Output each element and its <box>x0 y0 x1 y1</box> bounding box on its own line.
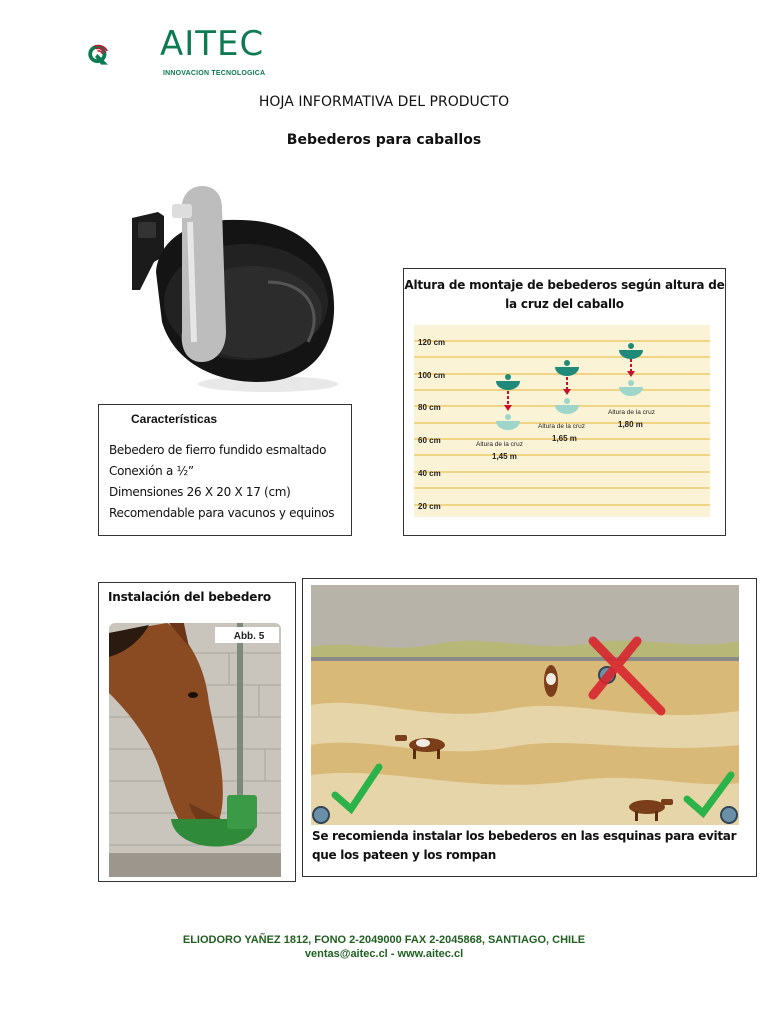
installation-box <box>98 582 296 882</box>
horse-drinking-photo <box>109 623 281 877</box>
corner-tip-box <box>302 578 757 877</box>
cross-height-label: Altura de la cruz <box>608 409 655 416</box>
drinking-bowl-photo <box>118 182 350 398</box>
photo-tag-label: Abb. 5 <box>233 631 265 642</box>
cross-height-value: 1,80 m <box>618 420 643 429</box>
level-label: 60 cm <box>418 436 441 445</box>
feature-item: Recomendable para vacunos y equinos <box>109 506 335 520</box>
installation-heading: Instalación del bebedero <box>108 590 271 604</box>
cross-height-label: Altura de la cruz <box>476 441 523 448</box>
feature-item: Conexión a ½” <box>109 464 194 478</box>
level-label: 100 cm <box>418 371 446 380</box>
mounting-height-diagram <box>414 325 710 517</box>
level-label: 120 cm <box>418 338 446 347</box>
feature-item: Bebedero de fierro fundido esmaltado <box>109 443 327 457</box>
document-title: HOJA INFORMATIVA DEL PRODUCTO <box>258 94 510 110</box>
cross-height-value: 1,65 m <box>552 434 577 443</box>
brand-name: AITEC <box>160 24 265 64</box>
footer-address: ELIODORO YAÑEZ 1812, FONO 2-2049000 FAX 2-2045868, SANTIAGO, CHILE <box>182 934 586 946</box>
mounting-height-title: Altura de montaje de bebederos según altura de la cruz del caballo <box>404 278 725 311</box>
feature-item: Dimensiones 26 X 20 X 17 (cm) <box>109 485 291 499</box>
features-heading: Características <box>131 412 218 426</box>
horse-icon <box>544 665 558 697</box>
cross-height-label: Altura de la cruz <box>538 423 585 430</box>
paddock-illustration <box>311 585 739 825</box>
level-label: 80 cm <box>418 403 441 412</box>
brand-tagline: INNOVACION TECNOLOGICA <box>163 70 266 77</box>
level-label: 40 cm <box>418 469 441 478</box>
aitec-logo <box>86 24 158 84</box>
drinker-icon <box>313 807 329 823</box>
cross-height-value: 1,45 m <box>492 452 517 461</box>
document-subtitle: Bebederos para caballos <box>286 132 482 148</box>
level-label: 20 cm <box>418 502 441 511</box>
mounting-height-box <box>403 268 726 536</box>
features-box <box>98 404 352 536</box>
corner-tip-caption: Se recomienda instalar los bebederos en las esquinas para evitar que los pateen y los rompan <box>312 829 737 862</box>
drinker-icon <box>721 807 737 823</box>
footer-contact: ventas@aitec.cl - www.aitec.cl <box>304 948 464 960</box>
